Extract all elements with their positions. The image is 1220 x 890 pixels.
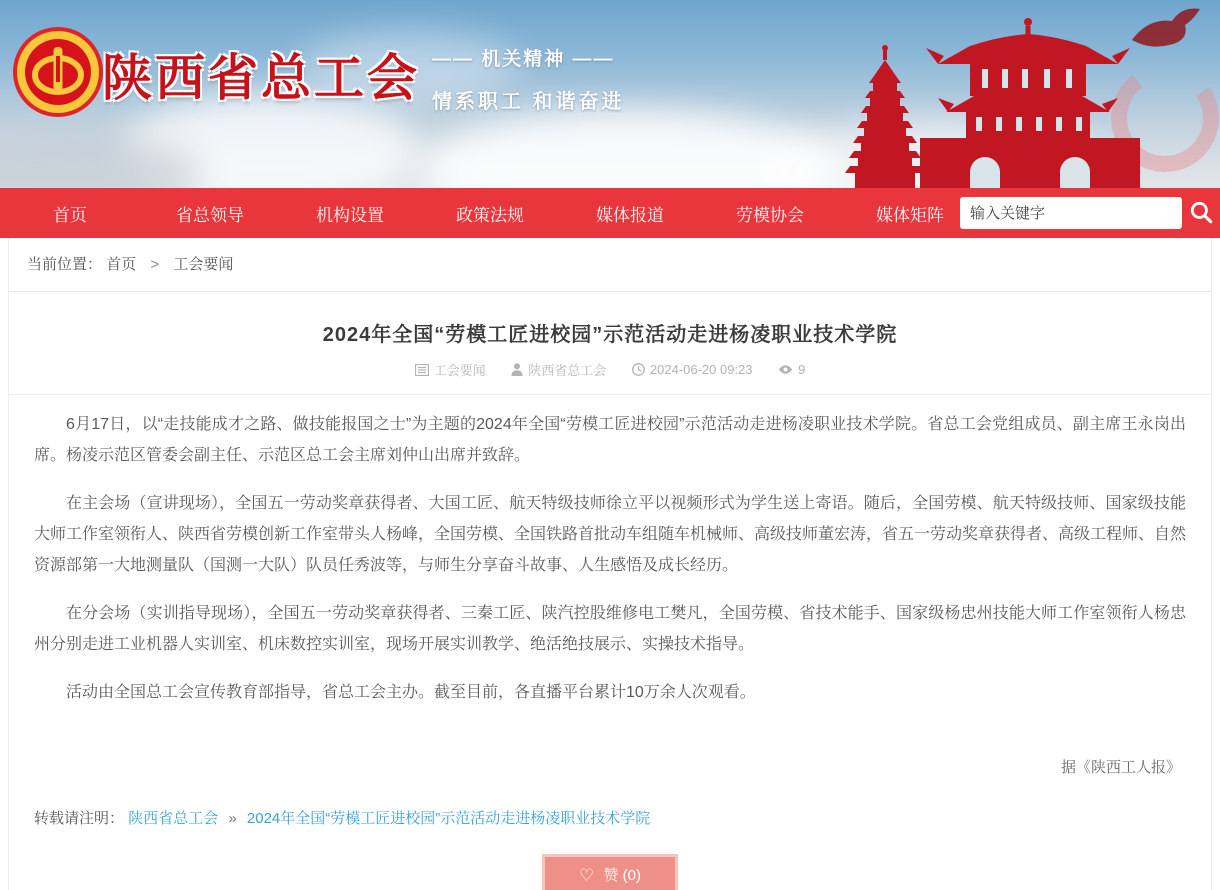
nav-link-leaders[interactable]: 省总领导 [176, 205, 244, 225]
article-source: 据《陕西工人报》 [1060, 759, 1181, 776]
article-paragraph: 6月17日，以“走技能成才之路、做技能报国之士”为主题的2024年全国“劳模工匠进校园”示范活动走进杨凌职业技术学院。省总工会党组成员、副主席王永岗出席。杨凌示范区管委会副主任、示范区总工会主席刘仲山出席并致辞。 [34, 416, 1186, 464]
date-label: 2024-06-20 09:23 [649, 362, 753, 377]
like-area [9, 854, 1211, 890]
article-meta [9, 360, 1211, 379]
breadcrumb-separator: > [150, 256, 160, 273]
union-logo-icon [12, 26, 104, 118]
nav-menu [0, 189, 980, 238]
reprint-separator: » [228, 810, 237, 827]
views-count: 9 [798, 362, 806, 377]
article-paragraph: 活动由全国总工会宣传教育部指导，省总工会主办。截至目前，各直播平台累计10万余人次观看。 [66, 684, 756, 701]
nav-item-media-report[interactable] [560, 189, 700, 238]
nav-link-media-report[interactable]: 媒体报道 [596, 205, 664, 225]
breadcrumb-home-link[interactable]: 首页 [106, 256, 137, 273]
nav-link-organization[interactable]: 机构设置 [316, 205, 384, 225]
like-label: 赞 (0) [603, 867, 641, 884]
nav-link-model-worker-assoc[interactable]: 劳模协会 [736, 205, 804, 225]
reprint-label: 转载请注明： [34, 810, 125, 827]
site-title: 陕西省总工会 [102, 50, 420, 106]
clock-icon [632, 363, 645, 376]
category-label: 工会要闻 [433, 363, 486, 378]
meta-views [778, 362, 805, 377]
nav-link-home[interactable]: 首页 [53, 205, 87, 225]
pagoda-icon [845, 45, 925, 188]
content-frame [8, 238, 1212, 890]
reprint-note [9, 807, 1211, 828]
nav-item-leaders[interactable] [140, 189, 280, 238]
meta-category [415, 360, 486, 379]
nav-item-policy[interactable] [420, 189, 560, 238]
article-body [9, 395, 1211, 708]
site-slogan [432, 44, 625, 114]
heart-icon: ♡ [579, 866, 595, 885]
bell-tower-icon [920, 18, 1140, 188]
breadcrumb-label: 当前位置： [27, 256, 103, 273]
article-paragraph: 在主会场（宣讲现场），全国五一劳动奖章获得者、大国工匠、航天特级技师徐立平以视频形式为学生送上寄语。随后，全国劳模、航天特级技师、国家级技能大师工作室领衔人、陕西省劳模创新工作室带头人杨峰，全国劳模、全国铁路首批动车组随车机械师、高级技师董宏涛，省五一劳动奖章获得者、高级工程师、自然资源部第一大地测量队（国测一大队）队员任秀波等，与师生分享奋斗故事、人生感悟及成长经历。 [34, 495, 1187, 574]
nav-link-policy[interactable]: 政策法规 [456, 205, 524, 225]
dove-icon [1132, 9, 1200, 47]
header-banner [0, 0, 1220, 188]
author-label: 陕西省总工会 [528, 363, 607, 378]
slogan-line-1: —— 机关精神 —— [432, 49, 615, 70]
breadcrumb [9, 238, 1211, 292]
reprint-article-link[interactable]: 2024年全国“劳模工匠进校园”示范活动走进杨凌职业技术学院 [246, 810, 651, 827]
site-logo[interactable] [12, 26, 104, 118]
nav-link-media-matrix[interactable]: 媒体矩阵 [876, 205, 944, 225]
article-paragraph: 在分会场（实训指导现场），全国五一劳动奖章获得者、三秦工匠、陕汽控股维修电工樊凡，全国劳模、省技术能手、国家级杨忠州技能大师工作室领衔人杨忠州分别走进工业机器人实训室、机床数控实训室，现场开展实训教学、绝活绝技展示、实操技术指导。 [34, 605, 1186, 653]
main-nav [0, 188, 1220, 238]
meta-author [511, 360, 606, 379]
nav-item-model-worker-assoc[interactable] [700, 189, 840, 238]
search-icon [1188, 199, 1214, 225]
search-box [960, 197, 1182, 229]
nav-item-home[interactable] [0, 189, 140, 238]
breadcrumb-current-link[interactable]: 工会要闻 [173, 256, 234, 273]
search-button[interactable] [1186, 198, 1216, 228]
like-button[interactable] [542, 854, 678, 890]
xian-skyline-graphic [820, 0, 1220, 188]
category-icon [415, 364, 429, 376]
reprint-site-link[interactable]: 陕西省总工会 [128, 810, 219, 827]
eye-icon [778, 364, 793, 375]
author-icon [511, 363, 523, 376]
nav-item-media-matrix[interactable] [840, 189, 980, 238]
article-title: 2024年全国“劳模工匠进校园”示范活动走进杨凌职业技术学院 [322, 324, 898, 346]
meta-date [632, 362, 753, 377]
nav-item-organization[interactable] [280, 189, 420, 238]
search-input[interactable] [960, 197, 1182, 229]
slogan-line-2: 情系职工 和谐奋进 [432, 91, 625, 113]
